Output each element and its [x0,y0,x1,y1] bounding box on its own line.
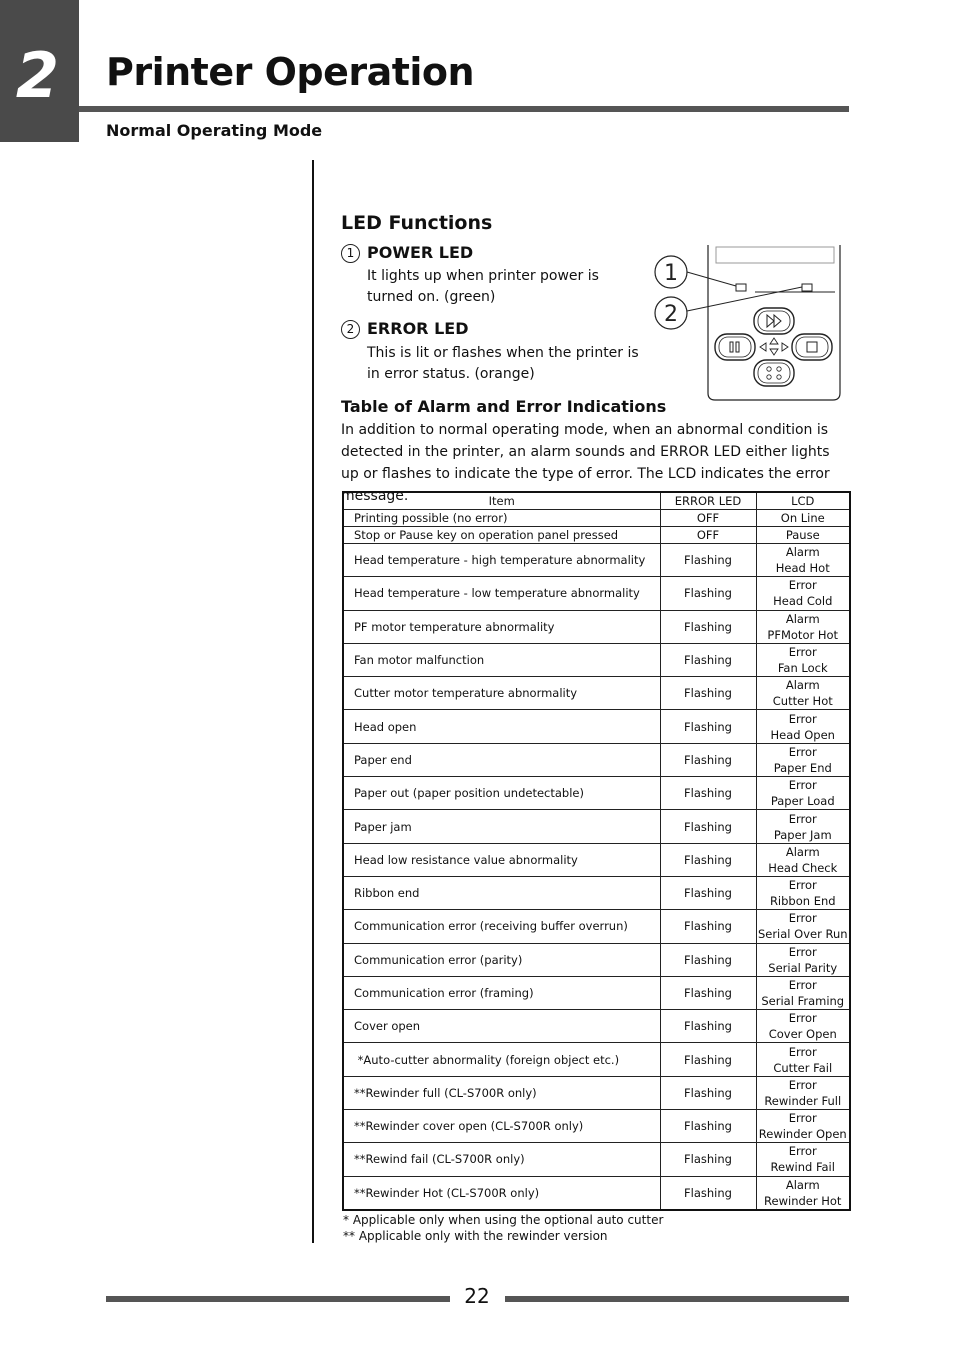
lcd-line-1: Alarm [785,545,820,560]
row-error-led: Flashing [660,1176,756,1210]
lcd-line-2: Ribbon End [769,894,836,909]
row-error-led: Flashing [660,843,756,876]
row-lcd [756,610,850,643]
lcd-line-1: Error [788,744,817,759]
row-item: Paper jam [343,810,660,843]
row-error-led: Flashing [660,1043,756,1076]
lcd-line-1: Error [788,711,817,726]
lcd-line-1: Error [788,1111,817,1126]
row-error-led: Flashing [660,1143,756,1176]
lcd-line-1: On Line [780,511,825,525]
table-row [343,810,850,843]
lcd-line-1: Error [788,578,817,593]
led-functions-heading: LED Functions [341,212,493,234]
row-item: **Rewinder Hot (CL-S700R only) [343,1176,660,1210]
svg-text:2: 2 [664,302,678,327]
row-item: Ribbon end [343,876,660,909]
table-row [343,743,850,776]
power-led-description: It lights up when printer power is turned on. (green) [367,268,599,305]
footnote-auto-cutter: * Applicable only when using the optional auto cutter [343,1213,664,1227]
row-lcd [756,843,850,876]
operation-panel-illustration [650,245,850,405]
row-item: PF motor temperature abnormality [343,610,660,643]
row-lcd [756,743,850,776]
row-lcd [756,544,850,577]
table-row [343,610,850,643]
lcd-line-1: Error [788,1044,817,1059]
lcd-line-2: Cutter Hot [772,694,833,709]
row-lcd [756,1176,850,1210]
lcd-line-1: Error [788,978,817,992]
row-error-led: Flashing [660,943,756,976]
lcd-line-2: Rewinder Open [758,1127,847,1142]
row-error-led: Flashing [660,1076,756,1109]
row-error-led: Flashing [660,777,756,810]
lcd-line-2: Fan Lock [777,661,828,676]
page-title: Printer Operation [106,50,475,94]
error-led-description: This is lit or flashes when the printer is in error status. (orange) [367,345,639,382]
table-row [343,710,850,743]
column-header-lcd: LCD [756,492,850,510]
row-item: **Rewinder cover open (CL-S700R only) [343,1110,660,1143]
lcd-line-1: Alarm [785,844,820,859]
table-row [343,1110,850,1143]
lcd-line-1: Error [788,778,817,793]
row-lcd [756,976,850,1009]
row-item: Printing possible (no error) [343,510,660,527]
title-rule [79,106,849,112]
row-item: Head temperature - low temperature abnormality [343,577,660,610]
row-item: **Rewinder full (CL-S700R only) [343,1076,660,1109]
table-row [343,643,850,676]
row-lcd [756,510,850,527]
column-header-error-led: ERROR LED [660,492,756,510]
arrow-up-icon [770,338,778,344]
row-error-led: Flashing [660,976,756,1009]
table-row [343,544,850,577]
error-led-icon [802,284,812,291]
row-error-led: Flashing [660,677,756,710]
row-lcd [756,677,850,710]
lcd-line-2: Paper Jam [773,827,832,842]
arrow-left-icon [760,343,766,351]
table-row [343,1043,850,1076]
row-error-led: Flashing [660,876,756,909]
lcd-line-1: Alarm [785,678,820,693]
row-item: Communication error (framing) [343,976,660,1009]
table-row [343,510,850,527]
lcd-line-1: Error [788,944,817,959]
row-lcd [756,527,850,544]
power-led-title: POWER LED [367,243,474,262]
footnote-rewinder: ** Applicable only with the rewinder version [343,1229,608,1243]
row-lcd [756,577,850,610]
arrow-down-icon [770,349,778,355]
row-error-led: Flashing [660,1110,756,1143]
lcd-line-1: Pause [785,528,820,542]
row-error-led: Flashing [660,1010,756,1043]
lcd-line-2: PFMotor Hot [767,627,839,642]
row-lcd [756,1143,850,1176]
row-lcd [756,1076,850,1109]
lcd-line-2: Rewind Fail [770,1160,835,1175]
lcd-line-2: Head Check [768,860,838,875]
row-error-led: Flashing [660,910,756,943]
table-row [343,910,850,943]
row-lcd [756,1110,850,1143]
table-row [343,527,850,544]
power-led-icon [736,284,746,291]
row-error-led: Flashing [660,610,756,643]
chapter-tab [0,0,79,142]
row-item: Fan motor malfunction [343,643,660,676]
lcd-line-1: Alarm [785,1177,820,1192]
row-item: Paper out (paper position undetectable) [343,777,660,810]
lcd-line-2: Paper Load [770,794,835,809]
table-row [343,677,850,710]
row-lcd [756,876,850,909]
row-item: Head low resistance value abnormality [343,843,660,876]
column-header-item: Item [343,492,660,510]
lcd-line-2: Head Open [770,727,835,742]
row-item: Paper end [343,743,660,776]
lcd-line-2: Serial Framing [761,994,845,1008]
row-error-led: OFF [660,527,756,544]
lcd-line-1: Error [788,878,817,893]
page-number: 22 [464,1284,490,1308]
lcd-line-2: Rewinder Full [764,1093,842,1108]
row-item: *Auto-cutter abnormality (foreign object etc.) [343,1043,660,1076]
row-item: Head temperature - high temperature abnormality [343,544,660,577]
lcd-line-2: Cover Open [768,1027,837,1042]
lcd-line-1: Error [788,1011,817,1026]
lcd-line-1: Error [788,911,817,926]
row-lcd [756,810,850,843]
table-row [343,976,850,1009]
lcd-line-2: Rewinder Hot [764,1193,842,1208]
row-lcd [756,1010,850,1043]
menu-button-icon [754,360,794,386]
row-item: Communication error (receiving buffer overrun) [343,910,660,943]
row-item: Head open [343,710,660,743]
row-error-led: Flashing [660,710,756,743]
alarm-error-table [342,491,851,1211]
table-row [343,1076,850,1109]
table-row [343,577,850,610]
table-row [343,1176,850,1210]
table-row [343,943,850,976]
row-error-led: Flashing [660,544,756,577]
row-lcd [756,710,850,743]
alarm-table-body [343,510,850,1210]
table-row [343,777,850,810]
row-lcd [756,777,850,810]
error-led-title: ERROR LED [367,319,469,338]
stop-button-icon [792,334,832,360]
pause-button-icon [715,334,755,360]
chapter-number: 2 [15,39,60,112]
lcd-line-1: Error [788,645,817,660]
lcd-line-1: Error [788,811,817,826]
lcd-line-1: Error [788,1077,817,1092]
row-error-led: OFF [660,510,756,527]
arrow-right-icon [782,343,788,351]
section-name: Normal Operating Mode [106,121,323,140]
row-lcd [756,943,850,976]
lcd-line-2: Head Cold [773,594,833,609]
row-item: **Rewind fail (CL-S700R only) [343,1143,660,1176]
power-led-number: 1 [341,244,360,263]
lcd-line-2: Paper End [773,760,832,775]
footer-rule-left [106,1296,450,1302]
lcd-line-2: Serial Over Run [757,927,848,942]
table-row [343,876,850,909]
row-item: Stop or Pause key on operation panel pressed [343,527,660,544]
lcd-line-1: Error [788,1144,817,1159]
table-row [343,1143,850,1176]
error-led-number: 2 [341,320,360,339]
row-error-led: Flashing [660,577,756,610]
lcd-line-2: Head Hot [775,561,830,576]
row-item: Cutter motor temperature abnormality [343,677,660,710]
row-lcd [756,1043,850,1076]
table-header-row [343,492,850,510]
table-row [343,1010,850,1043]
alarm-table-intro: In addition to normal operating mode, when an abnormal condition is detected in the printer, an alarm sounds and ERROR LED either lights up or flashes to indicate the type of error. The LCD indicates the error message. [341,422,830,504]
lcd-line-2: Serial Parity [768,960,838,975]
alarm-table-heading: Table of Alarm and Error Indications [341,397,667,416]
footer-rule-right [505,1296,849,1302]
row-lcd [756,910,850,943]
lcd-line-2: Cutter Fail [773,1060,833,1075]
row-item: Communication error (parity) [343,943,660,976]
row-item: Cover open [343,1010,660,1043]
margin-rule [312,160,314,1243]
table-row [343,843,850,876]
row-error-led: Flashing [660,810,756,843]
row-error-led: Flashing [660,743,756,776]
lcd-line-1: Alarm [785,611,820,626]
row-lcd [756,643,850,676]
svg-text:1: 1 [664,261,678,286]
row-error-led: Flashing [660,643,756,676]
